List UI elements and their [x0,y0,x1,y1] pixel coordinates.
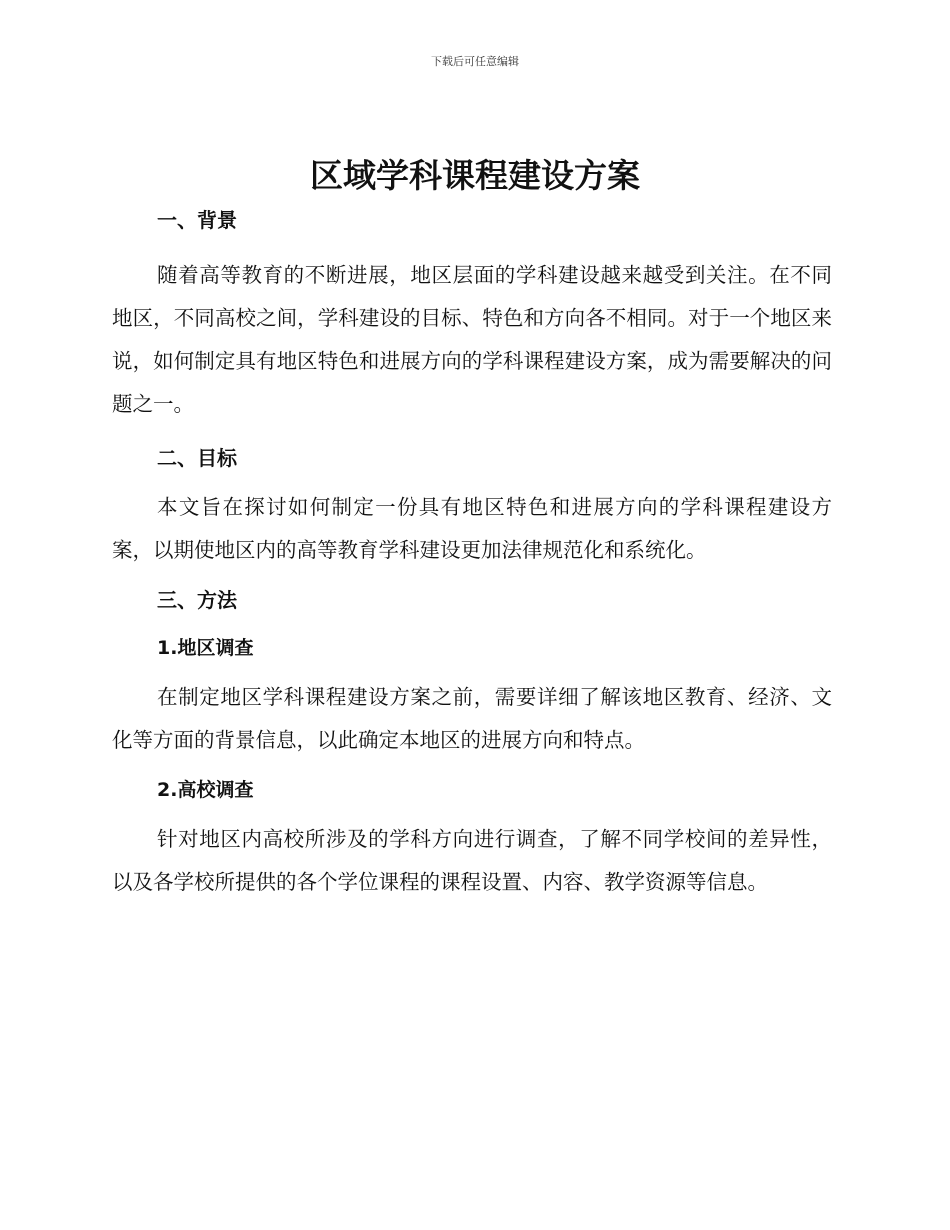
subsection-paragraph-region-survey: 在制定地区学科课程建设方案之前，需要详细了解该地区教育、经济、文化等方面的背景信息，以此确定本地区的进展方向和特点。 [112,685,832,752]
document-title: 区域学科课程建设方案 [310,156,640,195]
section-heading-method: 三、方法 [157,588,237,612]
subsection-heading-region-survey: 1.地区调查 [157,637,254,659]
section-paragraph-goal: 本文旨在探讨如何制定一份具有地区特色和进展方向的学科课程建设方案，以期使地区内的高等教育学科建设更加法律规范化和系统化。 [112,495,832,562]
subsection-paragraph-university-survey: 针对地区内高校所涉及的学科方向进行调查，了解不同学校间的差异性，以及各学校所提供的各个学位课程的课程设置、内容、教学资源等信息。 [112,827,832,894]
section-heading-background: 一、背景 [157,208,237,232]
subsection-heading-university-survey: 2.高校调查 [157,779,254,801]
document-body [112,200,832,904]
header-note: 下载后可任意编辑 [431,55,519,68]
section-heading-goal: 二、目标 [157,446,237,470]
section-paragraph-background: 随着高等教育的不断进展，地区层面的学科建设越来越受到关注。在不同地区，不同高校之间，学科建设的目标、特色和方向各不相同。对于一个地区来说，如何制定具有地区特色和进展方向的学科课程建设方案，成为需要解决的问题之一。 [112,263,832,416]
